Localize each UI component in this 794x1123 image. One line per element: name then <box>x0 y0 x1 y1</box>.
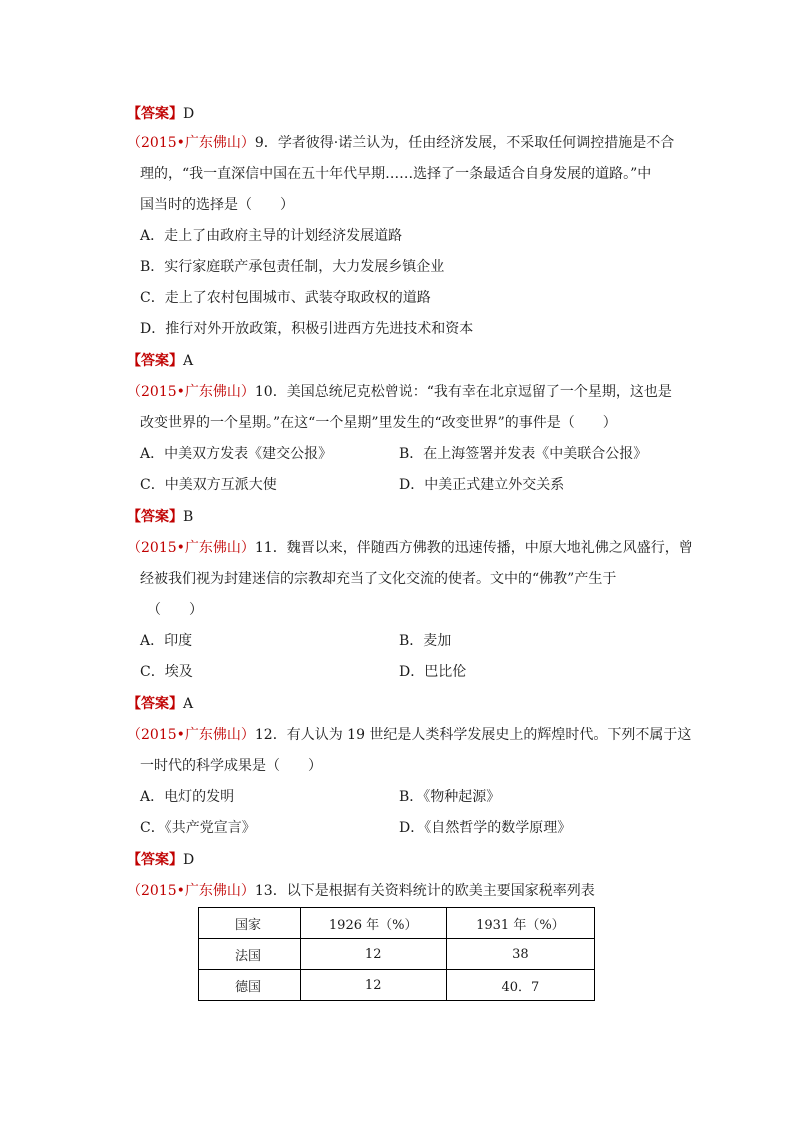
question-number: 9． <box>254 135 278 151</box>
question-number: 10． <box>254 384 287 400</box>
question-source: （2015•广东佛山） <box>127 384 255 400</box>
question-text: 魏晋以来，伴随西方佛教的迅速传播，中原大地礼佛之风盛行，曾 <box>286 540 693 556</box>
question-11-option-a: A．印度 <box>140 633 193 649</box>
question-source: （2015•广东佛山） <box>127 135 255 151</box>
answer-line <box>127 694 193 714</box>
answer-label: 【答案】 <box>127 852 183 868</box>
question-11-option-c: C．埃及 <box>140 664 193 680</box>
question-source: （2015•广东佛山） <box>127 540 255 556</box>
table-header-cell: 1926 年（%） <box>300 908 446 939</box>
question-12-option-a: A．电灯的发明 <box>140 789 235 805</box>
table-cell: 德国 <box>199 970 301 1001</box>
question-9-option-d: D．推行对外开放政策，积极引进西方先进技术和资本 <box>140 321 474 337</box>
question-number: 12． <box>254 727 287 743</box>
question-10-option-d: D．中美正式建立外交关系 <box>399 477 565 493</box>
table-header-cell: 国家 <box>199 908 301 939</box>
question-text: 学者彼得·诺兰认为，任由经济发展，不采取任何调控措施是不合 <box>277 135 675 151</box>
answer-label: 【答案】 <box>127 106 183 122</box>
question-11-line-1 <box>127 538 693 558</box>
answer-line <box>127 351 193 371</box>
answer-line <box>127 850 194 870</box>
answer-value: A <box>183 353 194 369</box>
question-12-option-b: B．《物种起源》 <box>399 789 501 805</box>
answer-line <box>127 104 194 124</box>
question-text: 以下是根据有关资料统计的欧美主要国家税率列表 <box>286 883 595 899</box>
answer-label: 【答案】 <box>127 696 183 712</box>
question-11-option-b: B．麦加 <box>399 633 452 649</box>
question-source: （2015•广东佛山） <box>127 727 255 743</box>
question-12-option-c: C．《共产党宣言》 <box>140 820 256 836</box>
question-source: （2015•广东佛山） <box>127 883 255 899</box>
question-10-line-2: 改变世界的一个星期。”在这“一个星期”里发生的“改变世界”的事件是（ ） <box>140 415 617 431</box>
question-13-line-1 <box>127 881 595 901</box>
question-11-line-2: 经被我们视为封建迷信的宗教却充当了文化交流的使者。文中的“佛教”产生于 <box>140 571 617 587</box>
question-12-line-1 <box>127 725 691 745</box>
table-row <box>199 939 595 970</box>
table-header-cell: 1931 年（%） <box>446 908 594 939</box>
answer-value: A <box>183 696 194 712</box>
table-header-row <box>199 908 595 939</box>
question-number: 13． <box>254 883 287 899</box>
question-12-line-2: 一时代的科学成果是（ ） <box>140 758 322 774</box>
answer-label: 【答案】 <box>127 353 183 369</box>
table-cell: 40．7 <box>446 970 594 1001</box>
question-9-option-b: B．实行家庭联产承包责任制，大力发展乡镇企业 <box>140 259 445 275</box>
answer-value: D <box>183 852 195 868</box>
question-text: 有人认为 19 世纪是人类科学发展史上的辉煌时代。下列不属于这 <box>286 727 692 743</box>
table-cell: 38 <box>446 939 594 970</box>
tax-rate-table <box>198 907 595 1001</box>
question-11-line-3: （ ） <box>147 602 203 618</box>
question-12-option-d: D．《自然哲学的数学原理》 <box>399 820 572 836</box>
answer-value: D <box>183 106 195 122</box>
table-cell: 12 <box>300 970 446 1001</box>
question-9-option-a: A．走上了由政府主导的计划经济发展道路 <box>140 228 403 244</box>
question-9-line-3: 国当时的选择是（ ） <box>140 197 294 213</box>
question-10-option-b: B．在上海签署并发表《中美联合公报》 <box>399 446 648 462</box>
question-10-line-1 <box>127 382 672 402</box>
question-number: 11． <box>254 540 287 556</box>
question-9-line-1 <box>127 133 674 153</box>
question-9-line-2: 理的，“我一直深信中国在五十年代早期……选择了一条最适合自身发展的道路。”中 <box>140 166 652 182</box>
table-cell: 法国 <box>199 939 301 970</box>
question-10-option-a: A．中美双方发表《建交公报》 <box>140 446 333 462</box>
answer-value: B <box>183 509 194 525</box>
question-text: 美国总统尼克松曾说：“我有幸在北京逗留了一个星期，这也是 <box>286 384 672 400</box>
answer-line <box>127 507 193 527</box>
question-11-option-d: D．巴比伦 <box>399 664 467 680</box>
table-row <box>199 970 595 1001</box>
question-10-option-c: C．中美双方互派大使 <box>140 477 277 493</box>
question-9-option-c: C．走上了农村包围城市、武装夺取政权的道路 <box>140 290 431 306</box>
answer-label: 【答案】 <box>127 509 183 525</box>
table-cell: 12 <box>300 939 446 970</box>
